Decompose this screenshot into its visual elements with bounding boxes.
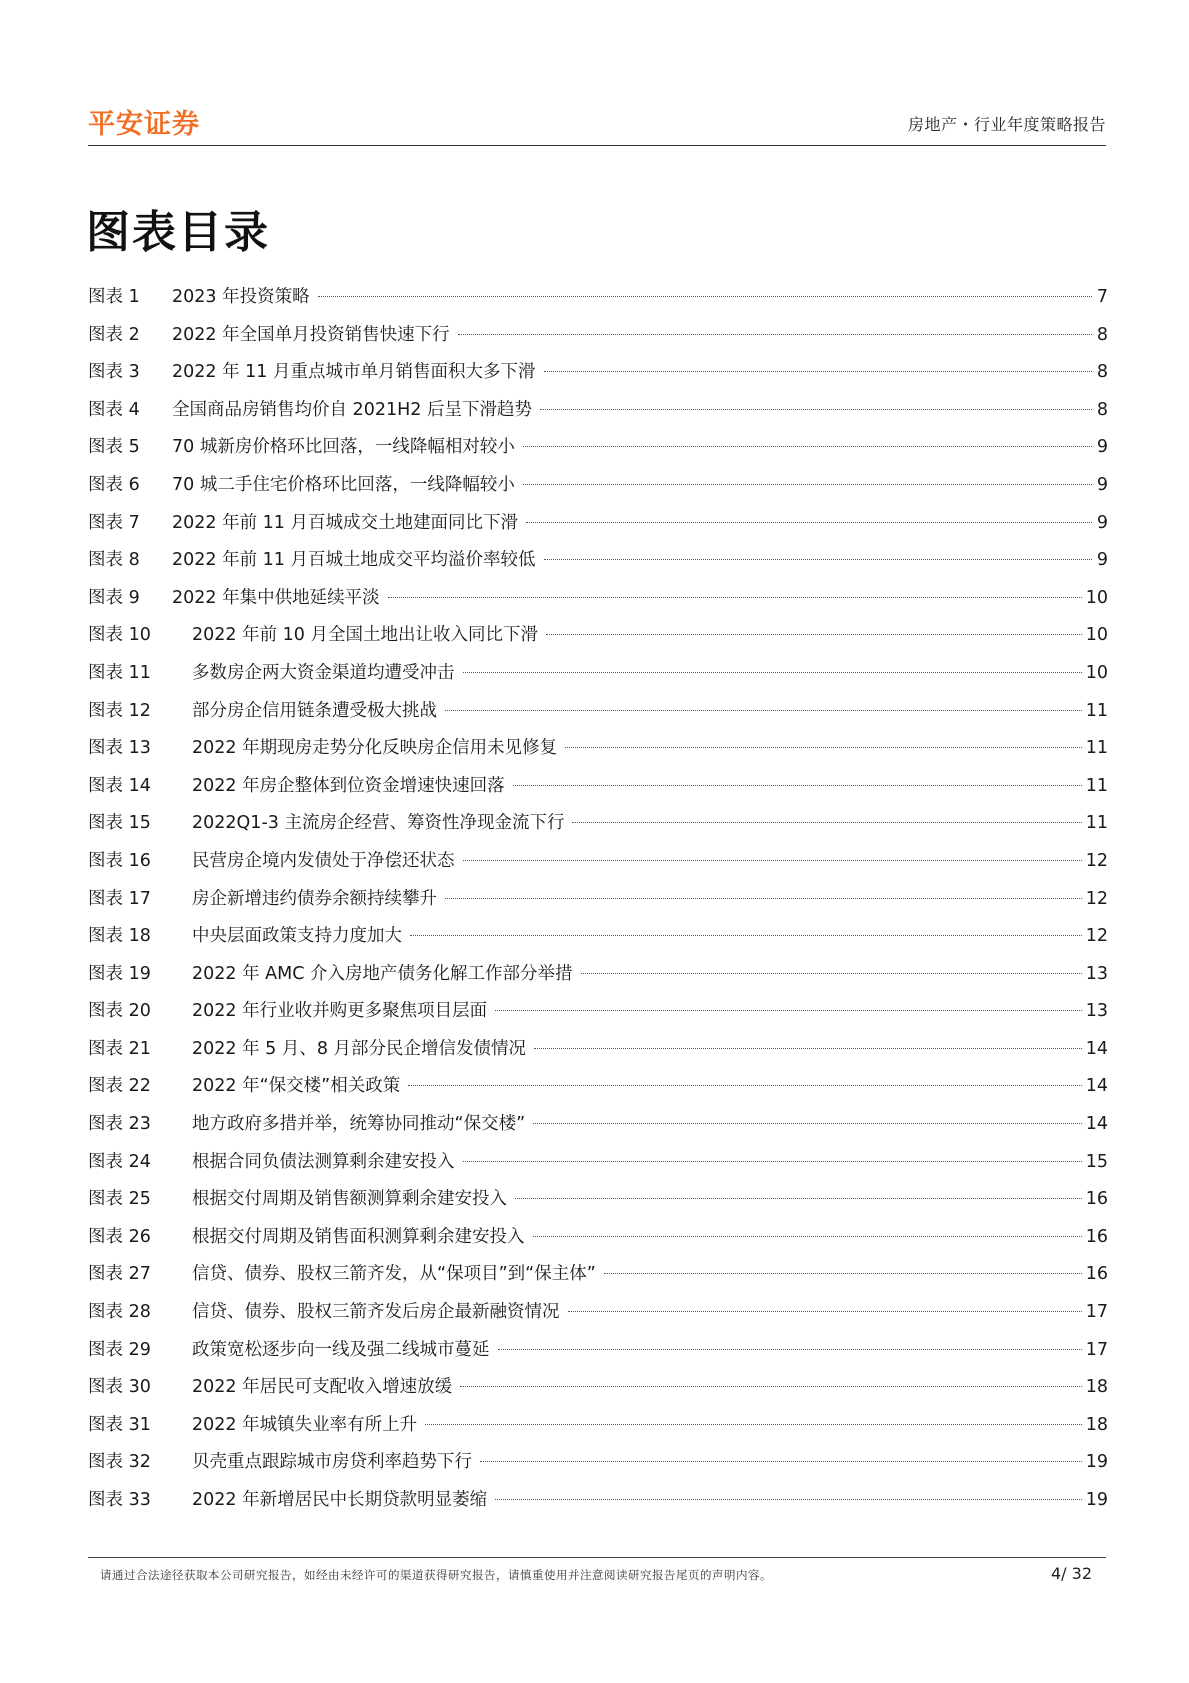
toc-entry-label: 图表 8 — [88, 550, 140, 571]
toc-entry[interactable] — [88, 321, 1108, 359]
toc-leader-dots — [445, 710, 1082, 711]
toc-entry[interactable] — [88, 1260, 1108, 1298]
toc-entry[interactable] — [88, 1298, 1108, 1336]
toc-entry-title[interactable]: 贝壳重点跟踪城市房贷利率趋势下行 — [192, 1452, 472, 1473]
toc-entry-page[interactable]: 14 — [1085, 1038, 1108, 1059]
toc-entry-label: 图表 25 — [88, 1189, 151, 1210]
toc-entry-label: 图表 2 — [88, 324, 140, 345]
toc-leader-dots — [534, 1048, 1082, 1049]
toc-entry-page[interactable]: 19 — [1085, 1490, 1108, 1510]
toc-entry-label: 图表 21 — [88, 1038, 151, 1059]
toc-entry-title[interactable]: 地方政府多措并举，统筹协同推动“保交楼” — [192, 1114, 526, 1135]
toc-entry[interactable] — [88, 772, 1108, 810]
toc-entry-title[interactable]: 2022 年 11 月重点城市单月销售面积大多下滑 — [172, 362, 536, 383]
toc-entry[interactable] — [88, 1035, 1108, 1073]
toc-leader-dots — [460, 1386, 1082, 1387]
toc-entry-title[interactable]: 2022 年房企整体到位资金增速快速回落 — [192, 775, 505, 796]
toc-entry[interactable] — [88, 960, 1108, 998]
toc-entry-page[interactable]: 8 — [1096, 362, 1108, 383]
toc-leader-dots — [408, 1085, 1081, 1086]
toc-entry-page[interactable]: 9 — [1096, 474, 1108, 495]
toc-entry-title[interactable]: 民营房企境内发债处于净偿还状态 — [192, 850, 455, 871]
toc-entry[interactable] — [88, 997, 1108, 1035]
toc-entry-page[interactable]: 18 — [1085, 1414, 1108, 1435]
toc-entry-page[interactable]: 17 — [1085, 1339, 1108, 1360]
toc-entry-page[interactable]: 10 — [1085, 625, 1108, 646]
toc-leader-dots — [388, 597, 1082, 598]
toc-entry[interactable] — [88, 621, 1108, 659]
toc-entry-title[interactable]: 中央层面政策支持力度加大 — [192, 926, 402, 947]
toc-entry-title[interactable]: 2022 年集中供地延续平淡 — [172, 587, 380, 608]
toc-entry-title[interactable]: 2022 年 5 月、8 月部分民企增信发债情况 — [192, 1038, 527, 1059]
toc-entry-label: 图表 20 — [88, 1001, 151, 1022]
toc-entry-title[interactable]: 2023 年投资策略 — [172, 287, 310, 307]
toc-entry[interactable] — [88, 1448, 1108, 1486]
toc-entry-label: 图表 9 — [88, 587, 140, 608]
toc-entry-page[interactable]: 13 — [1085, 963, 1108, 984]
toc-entry[interactable] — [88, 584, 1108, 622]
toc-entry-page[interactable]: 11 — [1085, 738, 1108, 759]
toc-entry-title[interactable]: 2022Q1-3 主流房企经营、筹资性净现金流下行 — [192, 813, 565, 834]
toc-entry-label: 图表 3 — [88, 362, 140, 383]
toc-leader-dots — [523, 484, 1092, 485]
toc-entry-label: 图表 13 — [88, 738, 151, 759]
toc-entry[interactable] — [88, 1185, 1108, 1223]
toc-entry-label: 图表 14 — [88, 775, 151, 796]
toc-entry-label: 图表 17 — [88, 888, 151, 909]
page-header — [88, 92, 1106, 144]
toc-entry-page[interactable]: 11 — [1085, 775, 1108, 796]
toc-entry-title[interactable]: 2022 年期现房走势分化反映房企信用未见修复 — [192, 738, 558, 759]
toc-entry-page[interactable]: 9 — [1096, 550, 1108, 571]
toc-entry-page[interactable]: 9 — [1096, 437, 1108, 458]
toc-entry[interactable] — [88, 471, 1108, 509]
toc-leader-dots — [463, 672, 1082, 673]
toc-entry-label: 图表 16 — [88, 850, 151, 871]
toc-entry-label: 图表 15 — [88, 813, 151, 834]
toc-leader-dots — [565, 747, 1082, 748]
toc-entry-title[interactable]: 70 城二手住宅价格环比回落，一线降幅较小 — [172, 474, 515, 495]
toc-entry-page[interactable]: 9 — [1096, 512, 1108, 533]
toc-entry-title[interactable]: 2022 年 AMC 介入房地产债务化解工作部分举措 — [192, 963, 573, 984]
toc-entry[interactable] — [88, 1373, 1108, 1411]
toc-entry-title[interactable]: 根据交付周期及销售额测算剩余建安投入 — [192, 1189, 507, 1210]
toc-entry-label: 图表 4 — [88, 399, 140, 420]
toc-entry-title[interactable]: 2022 年全国单月投资销售快速下行 — [172, 324, 450, 345]
toc-entry-label: 图表 1 — [88, 287, 140, 307]
toc-entry-page[interactable]: 18 — [1085, 1377, 1108, 1398]
toc-leader-dots — [533, 1123, 1082, 1124]
toc-leader-dots — [318, 296, 1092, 297]
toc-entry[interactable] — [88, 809, 1108, 847]
toc-entry-label: 图表 12 — [88, 700, 151, 721]
toc-entry[interactable] — [88, 697, 1108, 735]
toc-leader-dots — [581, 973, 1082, 974]
toc-entry[interactable] — [88, 546, 1108, 584]
toc-entry-page[interactable]: 14 — [1085, 1114, 1108, 1135]
toc-entry-page[interactable]: 15 — [1085, 1151, 1108, 1172]
toc-entry-page[interactable]: 7 — [1096, 287, 1108, 307]
toc-entry[interactable] — [88, 1411, 1108, 1449]
toc-entry-label: 图表 23 — [88, 1114, 151, 1135]
toc-leader-dots — [515, 1198, 1082, 1199]
toc-entry[interactable] — [88, 433, 1108, 471]
toc-leader-dots — [523, 446, 1092, 447]
toc-entry-title[interactable]: 根据合同负债法测算剩余建安投入 — [192, 1151, 455, 1172]
toc-entry-page[interactable]: 10 — [1085, 587, 1108, 608]
toc-entry-label: 图表 19 — [88, 963, 151, 984]
toc-entry-page[interactable]: 19 — [1085, 1452, 1108, 1473]
toc-entry-title[interactable]: 多数房企两大资金渠道均遭受冲击 — [192, 662, 455, 683]
header-divider — [88, 145, 1106, 146]
toc-entry-page[interactable]: 16 — [1085, 1189, 1108, 1210]
toc-entry-title[interactable]: 2022 年前 10 月全国土地出让收入同比下滑 — [192, 625, 538, 646]
toc-entry[interactable] — [88, 922, 1108, 960]
toc-entry-title[interactable]: 全国商品房销售均价自 2021H2 后呈下滑趋势 — [172, 399, 532, 420]
toc-entry[interactable] — [88, 1336, 1108, 1374]
toc-entry-title[interactable]: 2022 年新增居民中长期贷款明显萎缩 — [192, 1490, 488, 1510]
toc-leader-dots — [544, 371, 1093, 372]
toc-leader-dots — [526, 522, 1092, 523]
toc-leader-dots — [463, 860, 1082, 861]
toc-entry-page[interactable]: 12 — [1085, 850, 1108, 871]
toc-entry-title[interactable]: 2022 年“保交楼”相关政策 — [192, 1076, 401, 1097]
toc-entry-title[interactable]: 信贷、债券、股权三箭齐发后房企最新融资情况 — [192, 1302, 560, 1323]
toc-entry-title[interactable]: 信贷、债券、股权三箭齐发，从“保项目”到“保主体” — [192, 1264, 596, 1285]
toc-entry[interactable] — [88, 1148, 1108, 1186]
toc-entry-label: 图表 33 — [88, 1490, 151, 1510]
page-number: 4/ 32 — [1050, 1564, 1092, 1583]
toc-entry-page[interactable]: 12 — [1085, 888, 1108, 909]
toc-entry-page[interactable]: 8 — [1096, 324, 1108, 345]
toc-entry-label: 图表 10 — [88, 625, 151, 646]
toc-entry-title[interactable]: 2022 年居民可支配收入增速放缓 — [192, 1377, 453, 1398]
figure-toc — [88, 283, 1108, 1524]
toc-entry[interactable] — [88, 885, 1108, 923]
toc-entry-title[interactable]: 2022 年城镇失业率有所上升 — [192, 1414, 418, 1435]
footer-disclaimer: 请通过合法途径获取本公司研究报告，如经由未经许可的渠道获得研究报告，请慎重使用并注意阅读研究报告尾页的声明内容。 — [100, 1568, 772, 1582]
toc-entry-label: 图表 27 — [88, 1264, 151, 1285]
toc-entry[interactable] — [88, 283, 1108, 321]
toc-entry-label: 图表 31 — [88, 1414, 151, 1435]
toc-entry-page[interactable]: 13 — [1085, 1001, 1108, 1022]
toc-entry-title[interactable]: 根据交付周期及销售面积测算剩余建安投入 — [192, 1226, 525, 1247]
toc-entry-title[interactable]: 2022 年行业收并购更多聚焦项目层面 — [192, 1001, 488, 1022]
toc-leader-dots — [495, 1010, 1082, 1011]
toc-entry[interactable] — [88, 1110, 1108, 1148]
toc-entry-label: 图表 32 — [88, 1452, 151, 1473]
toc-entry-label: 图表 11 — [88, 662, 151, 683]
toc-leader-dots — [498, 1349, 1082, 1350]
toc-entry[interactable] — [88, 1223, 1108, 1261]
toc-leader-dots — [445, 898, 1082, 899]
toc-entry-label: 图表 30 — [88, 1377, 151, 1398]
toc-entry-page[interactable]: 16 — [1085, 1264, 1108, 1285]
toc-entry[interactable] — [88, 734, 1108, 772]
toc-leader-dots — [546, 634, 1082, 635]
toc-entry-title[interactable]: 70 城新房价格环比回落，一线降幅相对较小 — [172, 437, 515, 458]
toc-entry[interactable] — [88, 1486, 1108, 1524]
toc-leader-dots — [458, 334, 1092, 335]
toc-entry-page[interactable]: 17 — [1085, 1302, 1108, 1323]
toc-entry-page[interactable]: 16 — [1085, 1226, 1108, 1247]
toc-entry-title[interactable]: 房企新增违约债券余额持续攀升 — [192, 888, 437, 909]
toc-entry-page[interactable]: 8 — [1096, 399, 1108, 420]
toc-leader-dots — [533, 1236, 1082, 1237]
toc-leader-dots — [463, 1161, 1082, 1162]
toc-entry[interactable] — [88, 847, 1108, 885]
toc-entry-title[interactable]: 2022 年前 11 月百城成交土地建面同比下滑 — [172, 512, 518, 533]
toc-leader-dots — [572, 822, 1081, 823]
toc-leader-dots — [604, 1273, 1082, 1274]
toc-entry-title[interactable]: 政策宽松逐步向一线及强二线城市蔓延 — [192, 1339, 490, 1360]
toc-leader-dots — [495, 1499, 1082, 1500]
toc-entry[interactable] — [88, 659, 1108, 697]
toc-entry[interactable] — [88, 1072, 1108, 1110]
toc-leader-dots — [410, 935, 1082, 936]
toc-entry-label: 图表 5 — [88, 437, 140, 458]
toc-entry-page[interactable]: 12 — [1085, 926, 1108, 947]
page-title: 图表目录 — [86, 207, 270, 258]
toc-entry-page[interactable]: 14 — [1085, 1076, 1108, 1097]
report-type: 房地产・行业年度策略报告 — [907, 115, 1106, 134]
toc-entry-label: 图表 7 — [88, 512, 140, 533]
toc-entry-label: 图表 18 — [88, 926, 151, 947]
toc-leader-dots — [568, 1311, 1082, 1312]
toc-leader-dots — [480, 1461, 1082, 1462]
toc-entry-title[interactable]: 2022 年前 11 月百城土地成交平均溢价率较低 — [172, 550, 536, 571]
toc-entry-title[interactable]: 部分房企信用链条遭受极大挑战 — [192, 700, 437, 721]
toc-entry-label: 图表 29 — [88, 1339, 151, 1360]
toc-entry-label: 图表 26 — [88, 1226, 151, 1247]
toc-entry-page[interactable]: 11 — [1085, 813, 1108, 834]
toc-leader-dots — [544, 559, 1093, 560]
toc-entry-page[interactable]: 10 — [1085, 662, 1108, 683]
company-logo: 平安证券 — [88, 109, 200, 140]
toc-entry[interactable] — [88, 358, 1108, 396]
footer-divider — [88, 1557, 1106, 1558]
toc-entry-page[interactable]: 11 — [1085, 700, 1108, 721]
toc-entry[interactable] — [88, 396, 1108, 434]
toc-leader-dots — [513, 785, 1082, 786]
toc-entry-label: 图表 6 — [88, 474, 140, 495]
toc-leader-dots — [540, 409, 1092, 410]
toc-entry-label: 图表 22 — [88, 1076, 151, 1097]
toc-entry-label: 图表 24 — [88, 1151, 151, 1172]
toc-entry-label: 图表 28 — [88, 1302, 151, 1323]
toc-leader-dots — [425, 1424, 1082, 1425]
toc-entry[interactable] — [88, 509, 1108, 547]
